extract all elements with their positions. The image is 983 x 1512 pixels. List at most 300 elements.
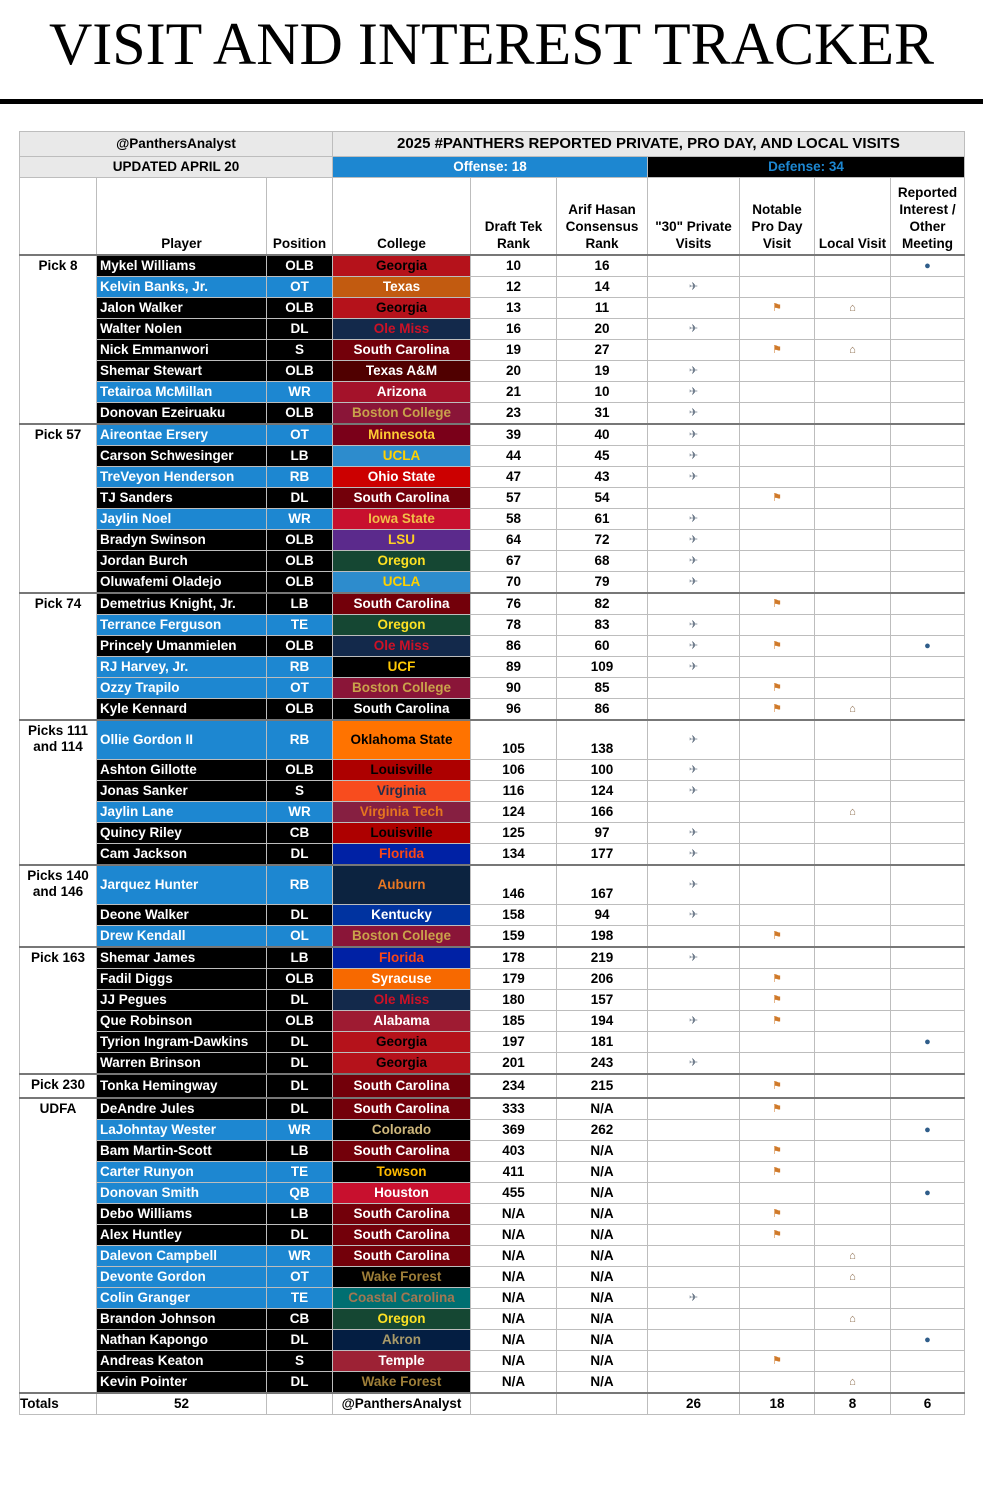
plane-icon: ✈ [688, 471, 699, 483]
local-visit-cell [815, 1330, 891, 1351]
house-icon: ⌂ [849, 302, 856, 314]
college: Ole Miss [333, 319, 471, 340]
consensus-rank: N/A [557, 1246, 648, 1267]
plane-icon: ✈ [688, 555, 699, 567]
runner-icon: ⚑ [772, 1355, 782, 1367]
college: Virginia Tech [333, 802, 471, 823]
college: Oregon [333, 1309, 471, 1330]
college: Minnesota [333, 424, 471, 446]
position: OLB [267, 636, 333, 657]
local-visit-cell [815, 551, 891, 572]
player-name: Colin Granger [97, 1288, 267, 1309]
interest-cell [891, 760, 965, 781]
position: WR [267, 509, 333, 530]
pro-day-cell [740, 720, 815, 760]
local-visit-cell [815, 277, 891, 298]
table-row [20, 319, 965, 340]
position: CB [267, 823, 333, 844]
private-visit-cell [648, 947, 740, 969]
interest-cell [891, 1351, 965, 1372]
group-header [20, 178, 97, 256]
pro-day-cell [740, 636, 815, 657]
position: RB [267, 467, 333, 488]
runner-icon: ⚑ [772, 1145, 782, 1157]
runner-icon: ⚑ [772, 703, 782, 715]
pro-day-cell [740, 865, 815, 905]
draft-tek-rank: 76 [471, 593, 557, 615]
player-name: Jarquez Hunter [97, 865, 267, 905]
local-visit-cell [815, 926, 891, 948]
pro-day-cell [740, 255, 815, 277]
private-visit-cell [648, 1098, 740, 1120]
private-visit-cell [648, 509, 740, 530]
title-rule [0, 99, 983, 104]
player-name: Ozzy Trapilo [97, 678, 267, 699]
position: OT [267, 678, 333, 699]
local-visit-cell [815, 865, 891, 905]
consensus-rank: 124 [557, 781, 648, 802]
pro-day-cell [740, 488, 815, 509]
plane-icon: ✈ [688, 848, 699, 860]
table-row [20, 361, 965, 382]
position: S [267, 1351, 333, 1372]
college: South Carolina [333, 1246, 471, 1267]
consensus-rank: 19 [557, 361, 648, 382]
college: South Carolina [333, 593, 471, 615]
player-name: Aireontae Ersery [97, 424, 267, 446]
interest-cell [891, 1011, 965, 1032]
pro-day-cell [740, 1053, 815, 1075]
draft-tek-rank: 333 [471, 1098, 557, 1120]
interest-cell [891, 781, 965, 802]
runner-icon: ⚑ [772, 1103, 782, 1115]
position: S [267, 340, 333, 361]
consensus-rank: 166 [557, 802, 648, 823]
private-visit-cell [648, 1120, 740, 1141]
private-visit-cell [648, 255, 740, 277]
player-name: Tyrion Ingram-Dawkins [97, 1032, 267, 1053]
college: Ohio State [333, 467, 471, 488]
local-visit-cell [815, 488, 891, 509]
consensus-rank: 83 [557, 615, 648, 636]
position: LB [267, 947, 333, 969]
draft-tek-rank: 57 [471, 488, 557, 509]
consensus-rank: 79 [557, 572, 648, 594]
consensus-rank: N/A [557, 1204, 648, 1225]
college: Texas [333, 277, 471, 298]
table-row [20, 424, 965, 446]
private-visit-cell [648, 424, 740, 446]
college: South Carolina [333, 488, 471, 509]
player-name: JJ Pegues [97, 990, 267, 1011]
consensus-rank: 72 [557, 530, 648, 551]
position: OT [267, 424, 333, 446]
local-visit-cell [815, 1098, 891, 1120]
draft-tek-rank: 185 [471, 1011, 557, 1032]
private-visit-cell [648, 1372, 740, 1394]
pro-day-cell [740, 446, 815, 467]
consensus-rank: 109 [557, 657, 648, 678]
local-visit-cell [815, 403, 891, 425]
group-label: Pick 57 [20, 424, 97, 593]
pro-day-cell [740, 760, 815, 781]
table-row [20, 1204, 965, 1225]
table-row [20, 1267, 965, 1288]
private-visit-cell [648, 319, 740, 340]
table-row [20, 467, 965, 488]
position: OLB [267, 530, 333, 551]
speech-bubble-icon: ● [924, 1036, 931, 1048]
position: OLB [267, 760, 333, 781]
table-row [20, 1120, 965, 1141]
position: QB [267, 1183, 333, 1204]
consensus-rank: 262 [557, 1120, 648, 1141]
private-visit-cell [648, 361, 740, 382]
pro-day-cell [740, 1162, 815, 1183]
local-visit-cell [815, 615, 891, 636]
table-row [20, 926, 965, 948]
position: OLB [267, 699, 333, 721]
local-visit-cell [815, 1183, 891, 1204]
local-visit-cell [815, 969, 891, 990]
table-row [20, 403, 965, 425]
table-row [20, 990, 965, 1011]
player-name: Cam Jackson [97, 844, 267, 866]
college: UCLA [333, 446, 471, 467]
position: WR [267, 802, 333, 823]
consensus-rank: 97 [557, 823, 648, 844]
plane-icon: ✈ [688, 785, 699, 797]
private-visit-cell [648, 615, 740, 636]
position: DL [267, 1330, 333, 1351]
local-visit-cell [815, 1053, 891, 1075]
draft-tek-rank: 106 [471, 760, 557, 781]
consensus-rank: N/A [557, 1351, 648, 1372]
plane-icon: ✈ [688, 661, 699, 673]
position: OLB [267, 572, 333, 594]
college: Boston College [333, 403, 471, 425]
player-name: Devonte Gordon [97, 1267, 267, 1288]
player-name: Demetrius Knight, Jr. [97, 593, 267, 615]
consensus-rank: N/A [557, 1098, 648, 1120]
draft-tek-rank: 70 [471, 572, 557, 594]
private-visit-cell [648, 1032, 740, 1053]
table-row [20, 636, 965, 657]
position: OT [267, 277, 333, 298]
college: Iowa State [333, 509, 471, 530]
consensus-rank: 100 [557, 760, 648, 781]
runner-icon: ⚑ [772, 598, 782, 610]
position: DL [267, 844, 333, 866]
local-visit-cell [815, 1309, 891, 1330]
pro-day-cell [740, 1141, 815, 1162]
local-visit-cell [815, 1074, 891, 1098]
position: RB [267, 720, 333, 760]
draft-tek-rank: N/A [471, 1204, 557, 1225]
draft-tek-rank: 89 [471, 657, 557, 678]
college: Wake Forest [333, 1267, 471, 1288]
empty-cell [267, 1393, 333, 1415]
consensus-rank: 61 [557, 509, 648, 530]
private-visit-cell [648, 678, 740, 699]
draft-tek-rank: 159 [471, 926, 557, 948]
consensus-rank: 10 [557, 382, 648, 403]
interest-cell [891, 509, 965, 530]
consensus-rank: 85 [557, 678, 648, 699]
local-visit-cell [815, 844, 891, 866]
private-visit-cell [648, 969, 740, 990]
college: South Carolina [333, 1141, 471, 1162]
player-name: Jordan Burch [97, 551, 267, 572]
table-row [20, 844, 965, 866]
local-visit-cell [815, 1120, 891, 1141]
pro-day-cell [740, 1267, 815, 1288]
interest-cell [891, 1032, 965, 1053]
private-visit-cell [648, 467, 740, 488]
pro-day-cell [740, 615, 815, 636]
interest-cell [891, 720, 965, 760]
college: Virginia [333, 781, 471, 802]
draft-tek-rank: N/A [471, 1225, 557, 1246]
pro-day-cell [740, 1288, 815, 1309]
table-row [20, 1053, 965, 1075]
speech-bubble-icon: ● [924, 260, 931, 272]
pro-day-cell [740, 1074, 815, 1098]
draft-tek-rank: N/A [471, 1246, 557, 1267]
interest-cell [891, 530, 965, 551]
draft-tek-rank: N/A [471, 1309, 557, 1330]
consensus-rank: 198 [557, 926, 648, 948]
local-visit-cell [815, 1372, 891, 1394]
draft-tek-rank: 96 [471, 699, 557, 721]
interest-cell [891, 1204, 965, 1225]
private-visit-cell [648, 905, 740, 926]
player-name: Jalon Walker [97, 298, 267, 319]
local-visit-cell [815, 1225, 891, 1246]
local-visit-cell [815, 636, 891, 657]
draft-tek-rank: 178 [471, 947, 557, 969]
consensus-rank: N/A [557, 1267, 648, 1288]
consensus-rank: 20 [557, 319, 648, 340]
pro-day-cell [740, 298, 815, 319]
private-visit-cell [648, 572, 740, 594]
interest-cell [891, 905, 965, 926]
interest-cell [891, 277, 965, 298]
player-name: Warren Brinson [97, 1053, 267, 1075]
consensus-rank: 138 [557, 720, 648, 760]
page-title: VISIT AND INTEREST TRACKER [48, 11, 935, 77]
plane-icon: ✈ [688, 640, 699, 652]
runner-icon: ⚑ [772, 930, 782, 942]
plane-icon: ✈ [688, 365, 699, 377]
runner-icon: ⚑ [772, 1208, 782, 1220]
draft-tek-rank: 369 [471, 1120, 557, 1141]
interest-cell [891, 319, 965, 340]
position: TE [267, 1288, 333, 1309]
plane-icon: ✈ [688, 576, 699, 588]
draft-tek-rank: 234 [471, 1074, 557, 1098]
defense-count: Defense: 34 [648, 157, 965, 178]
private-visit-cell [648, 1351, 740, 1372]
consensus-rank: 206 [557, 969, 648, 990]
local-visit-cell [815, 593, 891, 615]
plane-icon: ✈ [688, 407, 699, 419]
interest-cell [891, 865, 965, 905]
handle-cell: @PanthersAnalyst [20, 132, 333, 157]
college: Wake Forest [333, 1372, 471, 1394]
interest-cell [891, 298, 965, 319]
totals-label: Totals [20, 1393, 97, 1415]
speech-bubble-icon: ● [924, 1124, 931, 1136]
column-header-college: College [333, 178, 471, 256]
draft-tek-rank: 179 [471, 969, 557, 990]
interest-cell [891, 699, 965, 721]
table-row [20, 551, 965, 572]
house-icon: ⌂ [849, 1250, 856, 1262]
private-visit-cell [648, 1288, 740, 1309]
plane-icon: ✈ [688, 1292, 699, 1304]
private-visit-cell [648, 990, 740, 1011]
position: LB [267, 1141, 333, 1162]
pro-day-cell [740, 572, 815, 594]
runner-icon: ⚑ [772, 302, 782, 314]
player-name: Que Robinson [97, 1011, 267, 1032]
private-visit-cell [648, 446, 740, 467]
position: OLB [267, 551, 333, 572]
player-name: Jonas Sanker [97, 781, 267, 802]
private-visit-cell [648, 865, 740, 905]
table-row [20, 1225, 965, 1246]
interest-cell [891, 678, 965, 699]
college: Akron [333, 1330, 471, 1351]
pro-day-cell [740, 781, 815, 802]
table-row [20, 255, 965, 277]
totals-handle: @PanthersAnalyst [333, 1393, 471, 1415]
private-visit-cell [648, 1053, 740, 1075]
interest-cell [891, 1288, 965, 1309]
draft-tek-rank: 23 [471, 403, 557, 425]
college: Oklahoma State [333, 720, 471, 760]
player-name: Jaylin Noel [97, 509, 267, 530]
draft-tek-rank: 86 [471, 636, 557, 657]
table-row [20, 277, 965, 298]
pro-day-cell [740, 1204, 815, 1225]
group-label: UDFA [20, 1098, 97, 1393]
interest-cell [891, 636, 965, 657]
pro-day-cell [740, 1183, 815, 1204]
table-row [20, 572, 965, 594]
college: Ole Miss [333, 990, 471, 1011]
runner-icon: ⚑ [772, 1015, 782, 1027]
draft-tek-rank: N/A [471, 1372, 557, 1394]
draft-tek-rank: N/A [471, 1288, 557, 1309]
private-visit-cell [648, 926, 740, 948]
player-name: Carson Schwesinger [97, 446, 267, 467]
table-row [20, 657, 965, 678]
interest-cell [891, 1372, 965, 1394]
pro-day-cell [740, 382, 815, 403]
player-name: Nathan Kapongo [97, 1330, 267, 1351]
position: DL [267, 1032, 333, 1053]
table-row [20, 781, 965, 802]
position: OLB [267, 969, 333, 990]
table-row [20, 446, 965, 467]
interest-cell [891, 947, 965, 969]
position: DL [267, 1074, 333, 1098]
column-header-draft-tek-rank: Draft Tek Rank [471, 178, 557, 256]
pro-day-cell [740, 823, 815, 844]
position: OL [267, 926, 333, 948]
college: Kentucky [333, 905, 471, 926]
local-visit-cell [815, 678, 891, 699]
position: OLB [267, 255, 333, 277]
pro-day-cell [740, 1011, 815, 1032]
table-row [20, 1011, 965, 1032]
updated-cell: UPDATED APRIL 20 [20, 157, 333, 178]
interest-cell [891, 467, 965, 488]
draft-tek-rank: 67 [471, 551, 557, 572]
local-visit-cell [815, 657, 891, 678]
interest-cell [891, 255, 965, 277]
interest-cell [891, 446, 965, 467]
player-name: LaJohntay Wester [97, 1120, 267, 1141]
column-header-local-visit: Local Visit [815, 178, 891, 256]
pro-day-cell [740, 1330, 815, 1351]
pro-day-cell [740, 947, 815, 969]
college: Georgia [333, 1032, 471, 1053]
position: LB [267, 593, 333, 615]
draft-tek-rank: 411 [471, 1162, 557, 1183]
position: LB [267, 1204, 333, 1225]
pro-day-cell [740, 1225, 815, 1246]
player-name: Andreas Keaton [97, 1351, 267, 1372]
draft-tek-rank: 13 [471, 298, 557, 319]
table-row [20, 1351, 965, 1372]
player-name: Shemar James [97, 947, 267, 969]
consensus-rank: 157 [557, 990, 648, 1011]
consensus-rank: 243 [557, 1053, 648, 1075]
house-icon: ⌂ [849, 1271, 856, 1283]
position: TE [267, 1162, 333, 1183]
college: UCLA [333, 572, 471, 594]
college: LSU [333, 530, 471, 551]
private-visit-cell [648, 340, 740, 361]
college: Georgia [333, 255, 471, 277]
interest-cell [891, 572, 965, 594]
college: Houston [333, 1183, 471, 1204]
plane-icon: ✈ [688, 429, 699, 441]
table-row [20, 298, 965, 319]
player-name: Alex Huntley [97, 1225, 267, 1246]
draft-tek-rank: 21 [471, 382, 557, 403]
runner-icon: ⚑ [772, 1229, 782, 1241]
runner-icon: ⚑ [772, 682, 782, 694]
private-visit-cell [648, 844, 740, 866]
draft-tek-rank: 158 [471, 905, 557, 926]
position: RB [267, 865, 333, 905]
player-name: Fadil Diggs [97, 969, 267, 990]
consensus-rank: N/A [557, 1141, 648, 1162]
college: South Carolina [333, 1074, 471, 1098]
private-visit-cell [648, 403, 740, 425]
private-visit-cell [648, 636, 740, 657]
draft-tek-rank: 134 [471, 844, 557, 866]
interest-cell [891, 823, 965, 844]
table-row [20, 509, 965, 530]
position: S [267, 781, 333, 802]
private-visit-cell [648, 1204, 740, 1225]
interest-cell [891, 1267, 965, 1288]
